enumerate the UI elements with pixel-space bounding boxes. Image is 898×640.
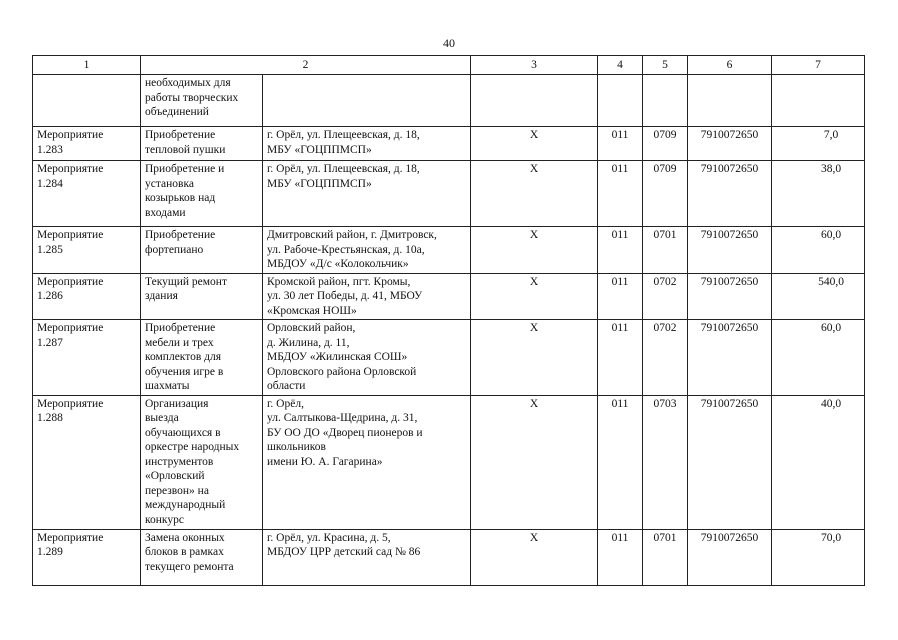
address-cell-line: МБДОУ «Д/с «Колокольчик» bbox=[267, 258, 409, 270]
event-name-cell-line: фортепиано bbox=[145, 243, 204, 256]
amount-cell: 70,0 bbox=[772, 529, 865, 585]
address-cell-line: БУ ОО ДО «Дворец пионеров и bbox=[267, 426, 423, 439]
mark-cell: Х bbox=[471, 227, 598, 274]
address-cell-line: МБУ «ГОЦППМСП» bbox=[267, 177, 372, 190]
event-name-cell-line: «Орловский bbox=[145, 470, 205, 482]
target-code-cell: 7910072650 bbox=[688, 273, 772, 320]
event-name-cell-line: Приобретение bbox=[145, 129, 216, 141]
mark-cell: Х bbox=[471, 273, 598, 320]
event-code-cell-line: Мероприятие bbox=[37, 322, 104, 334]
mark-cell: Х bbox=[471, 395, 598, 529]
address-cell bbox=[263, 320, 471, 396]
section-code-cell: 0701 bbox=[643, 227, 688, 274]
section-code-cell: 0701 bbox=[643, 529, 688, 585]
header-row bbox=[33, 56, 865, 75]
event-name-cell-line: мебели и трех bbox=[145, 336, 214, 349]
address-cell-line: г. Орёл, ул. Плещеевская, д. 18, bbox=[267, 129, 420, 141]
address-cell-line: МБДОУ ЦРР детский сад № 86 bbox=[267, 546, 421, 558]
section-code-cell bbox=[643, 75, 688, 127]
address-cell-line: Кромской район, пгт. Кромы, bbox=[267, 275, 411, 288]
amount-cell bbox=[772, 75, 865, 127]
event-code-cell-line: 1.285 bbox=[37, 243, 63, 256]
header-col-2: 2 bbox=[141, 56, 471, 75]
amount-cell: 60,0 bbox=[772, 227, 865, 274]
event-name-cell-line: выезда bbox=[145, 412, 179, 424]
event-name-cell-line: текущего ремонта bbox=[145, 560, 234, 573]
event-code-cell bbox=[33, 273, 141, 320]
address-cell-line: д. Жилина, д. 11, bbox=[267, 336, 350, 349]
header-col-4: 4 bbox=[598, 56, 643, 75]
address-cell-line: г. Орёл, bbox=[267, 397, 304, 410]
event-name-cell-line: работы творческих bbox=[145, 91, 239, 104]
event-name-cell bbox=[141, 395, 263, 529]
address-cell-line: ул. Рабоче-Крестьянская, д. 10а, bbox=[267, 243, 425, 256]
event-name-cell bbox=[141, 161, 263, 227]
event-code-cell-line: 1.284 bbox=[37, 177, 63, 190]
address-cell bbox=[263, 529, 471, 585]
event-name-cell-line: объединений bbox=[145, 106, 209, 118]
address-cell-line: школьников bbox=[267, 441, 326, 453]
amount-cell: 38,0 bbox=[772, 161, 865, 227]
table-row bbox=[33, 395, 865, 529]
address-cell-line: «Кромская НОШ» bbox=[267, 304, 357, 317]
event-name-cell-line: международный bbox=[145, 499, 226, 511]
address-cell-line: МБУ «ГОЦППМСП» bbox=[267, 143, 372, 156]
address-cell-line: ул. Салтыкова-Щедрина, д. 31, bbox=[267, 412, 418, 424]
event-name-cell-line: необходимых для bbox=[145, 77, 231, 89]
header-col-5: 5 bbox=[643, 56, 688, 75]
event-name-cell-line: блоков в рамках bbox=[145, 546, 224, 558]
event-name-cell-line: Приобретение bbox=[145, 229, 216, 241]
event-name-cell-line: инструментов bbox=[145, 455, 214, 468]
table-row bbox=[33, 227, 865, 274]
event-code-cell-line: 1.288 bbox=[37, 412, 63, 424]
event-name-cell bbox=[141, 75, 263, 127]
event-name-cell bbox=[141, 227, 263, 274]
code-011-cell: 011 bbox=[598, 127, 643, 161]
address-cell bbox=[263, 395, 471, 529]
event-code-cell bbox=[33, 227, 141, 274]
event-code-cell bbox=[33, 529, 141, 585]
target-code-cell: 7910072650 bbox=[688, 127, 772, 161]
address-cell-line: Орловский район, bbox=[267, 322, 356, 334]
section-code-cell: 0703 bbox=[643, 395, 688, 529]
address-cell-line: г. Орёл, ул. Плещеевская, д. 18, bbox=[267, 163, 420, 175]
table-row bbox=[33, 161, 865, 227]
address-cell-line: МБДОУ «Жилинская СОШ» bbox=[267, 351, 408, 363]
header-col-3: 3 bbox=[471, 56, 598, 75]
event-code-cell bbox=[33, 320, 141, 396]
table-row bbox=[33, 320, 865, 396]
page-number: 40 bbox=[443, 36, 455, 50]
address-cell-line: Орловского района Орловской bbox=[267, 365, 417, 378]
address-cell bbox=[263, 273, 471, 320]
event-name-cell-line: Приобретение bbox=[145, 322, 216, 334]
code-011-cell: 011 bbox=[598, 529, 643, 585]
event-name-cell bbox=[141, 320, 263, 396]
event-code-cell-line: 1.287 bbox=[37, 336, 63, 349]
event-name-cell-line: конкурс bbox=[145, 513, 184, 526]
header-col-1: 1 bbox=[33, 56, 141, 75]
address-cell bbox=[263, 161, 471, 227]
amount-cell: 40,0 bbox=[772, 395, 865, 529]
mark-cell bbox=[471, 75, 598, 127]
section-code-cell: 0709 bbox=[643, 127, 688, 161]
address-cell-line: ул. 30 лет Победы, д. 41, МБОУ bbox=[267, 290, 423, 302]
event-code-cell-line: Мероприятие bbox=[37, 129, 104, 141]
address-cell-line: имени Ю. А. Гагарина» bbox=[267, 455, 383, 468]
mark-cell: Х bbox=[471, 161, 598, 227]
amount-cell: 540,0 bbox=[772, 273, 865, 320]
event-code-cell-line: 1.286 bbox=[37, 290, 63, 302]
code-011-cell: 011 bbox=[598, 273, 643, 320]
code-011-cell: 011 bbox=[598, 227, 643, 274]
event-code-cell-line: Мероприятие bbox=[37, 275, 104, 288]
event-code-cell bbox=[33, 127, 141, 161]
event-name-cell bbox=[141, 529, 263, 585]
address-cell-line: области bbox=[267, 380, 306, 392]
event-name-cell-line: комплектов для bbox=[145, 351, 222, 363]
event-code-cell-line: Мероприятие bbox=[37, 397, 104, 410]
event-name-cell-line: Приобретение и bbox=[145, 163, 225, 175]
target-code-cell: 7910072650 bbox=[688, 395, 772, 529]
code-011-cell: 011 bbox=[598, 395, 643, 529]
address-cell-line: г. Орёл, ул. Красина, д. 5, bbox=[267, 531, 391, 544]
header-col-6: 6 bbox=[688, 56, 772, 75]
event-name-cell-line: козырьков над bbox=[145, 192, 216, 204]
event-name-cell-line: шахматы bbox=[145, 380, 190, 392]
target-code-cell bbox=[688, 75, 772, 127]
event-name-cell-line: обучающихся в bbox=[145, 426, 221, 439]
mark-cell: Х bbox=[471, 529, 598, 585]
amount-cell: 7,0 bbox=[772, 127, 865, 161]
event-name-cell-line: тепловой пушки bbox=[145, 143, 226, 156]
address-cell bbox=[263, 127, 471, 161]
code-011-cell bbox=[598, 75, 643, 127]
event-name-cell-line: Организация bbox=[145, 397, 209, 410]
table-row bbox=[33, 529, 865, 585]
amount-cell: 60,0 bbox=[772, 320, 865, 396]
event-name-cell-line: перезвон» на bbox=[145, 484, 209, 497]
section-code-cell: 0702 bbox=[643, 320, 688, 396]
section-code-cell: 0709 bbox=[643, 161, 688, 227]
header-col-7: 7 bbox=[772, 56, 865, 75]
table-row bbox=[33, 127, 865, 161]
table-body bbox=[33, 75, 865, 586]
target-code-cell: 7910072650 bbox=[688, 227, 772, 274]
table-row bbox=[33, 75, 865, 127]
target-code-cell: 7910072650 bbox=[688, 529, 772, 585]
target-code-cell: 7910072650 bbox=[688, 161, 772, 227]
mark-cell: Х bbox=[471, 320, 598, 396]
budget-table bbox=[32, 55, 865, 586]
event-code-cell bbox=[33, 161, 141, 227]
address-cell bbox=[263, 227, 471, 274]
event-name-cell-line: установка bbox=[145, 177, 194, 190]
event-code-cell bbox=[33, 75, 141, 127]
event-code-cell-line: Мероприятие bbox=[37, 229, 104, 241]
event-code-cell-line: Мероприятие bbox=[37, 163, 104, 175]
event-name-cell bbox=[141, 127, 263, 161]
event-code-cell bbox=[33, 395, 141, 529]
event-code-cell-line: Мероприятие bbox=[37, 531, 104, 544]
event-code-cell-line: 1.289 bbox=[37, 546, 63, 558]
event-name-cell-line: здания bbox=[145, 290, 178, 302]
event-name-cell-line: Текущий ремонт bbox=[145, 275, 227, 288]
event-name-cell-line: входами bbox=[145, 206, 186, 219]
event-name-cell-line: обучения игре в bbox=[145, 365, 224, 378]
event-name-cell-line: Замена оконных bbox=[145, 531, 225, 544]
address-cell bbox=[263, 75, 471, 127]
table-row bbox=[33, 273, 865, 320]
code-011-cell: 011 bbox=[598, 320, 643, 396]
section-code-cell: 0702 bbox=[643, 273, 688, 320]
target-code-cell: 7910072650 bbox=[688, 320, 772, 396]
event-name-cell bbox=[141, 273, 263, 320]
event-name-cell-line: оркестре народных bbox=[145, 441, 240, 453]
mark-cell: Х bbox=[471, 127, 598, 161]
event-code-cell-line: 1.283 bbox=[37, 143, 63, 156]
code-011-cell: 011 bbox=[598, 161, 643, 227]
address-cell-line: Дмитровский район, г. Дмитровск, bbox=[267, 229, 437, 241]
